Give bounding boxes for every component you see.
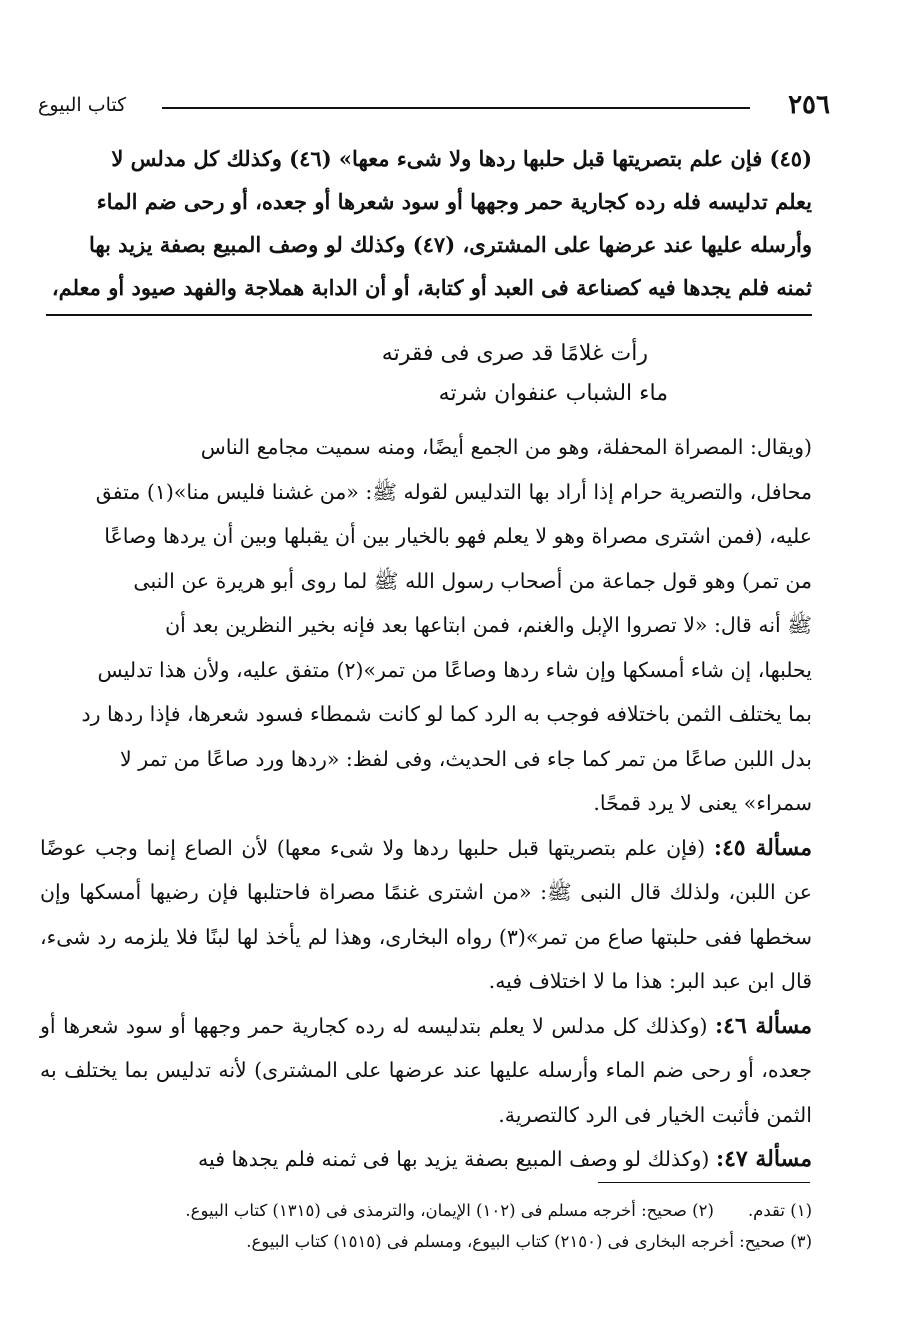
masala-label: مسألة ٤٦: xyxy=(715,1012,812,1039)
masala-label: مسألة ٤٧: xyxy=(715,1146,812,1172)
footnote-row xyxy=(100,1226,812,1257)
commentary-line: عليه، (فمن اشترى مصراة وهو لا يعلم فهو بالخيار بين أن يقبلها وبين أن يردها وصاعًا xyxy=(104,524,812,548)
commentary-line: سمراء» يعنى لا يرد قمحًا. xyxy=(593,791,812,815)
commentary-line: يحلبها، إن شاء أمسكها وإن شاء ردها وصاعًا من تمر»(٢) متفق عليه، ولأن هذا تدليس xyxy=(97,657,812,682)
masala-47 xyxy=(40,1137,812,1182)
footnote-row xyxy=(100,1195,812,1226)
footnote-3: (٣) صحيح: أخرجه البخارى فى (٢١٥٠) كتاب البيوع، ومسلم فى (١٥١٥) كتاب البيوع. xyxy=(246,1232,812,1251)
commentary-line: (ويقال: المصراة المحفلة، وهو من الجمع أيضًا، ومنه سميت مجامع الناس xyxy=(200,435,812,459)
masala-text: (فإن علم بتصريتها قبل حلبها ردها ولا شىء معها) لأن الصاع إنما وجب عوضًا عن اللبن، ولذلك قال النبى ﷺ: «من اشترى غنمًا مصراة فاحتلبها فإن رضيها أمسكها وإن سخطها ففى حلبتها صاع من تمر»(٣) رواه البخارى، وهذا لم يأخذ لها لبنًا فلا يلزمه رد شىء، قال ابن عبد البر: هذا ما لا اختلاف فيه. xyxy=(40,835,813,993)
commentary-text xyxy=(40,425,812,1182)
masala-46 xyxy=(40,1004,812,1138)
matn-line: (٤٥) فإن علم بتصريتها قبل حلبها ردها ولا شىء معها» (٤٦) وكذلك كل مدلس لا xyxy=(111,146,812,171)
footnote-2: (٢) صحيح: أخرجه مسلم فى (١٠٢) الإيمان، والترمذى فى (١٣١٥) كتاب البيوع. xyxy=(185,1201,714,1220)
masala-text: (وكذلك كل مدلس لا يعلم بتدليسه له رده كجارية حمر وجهها أو سود شعرها أو جعده، أو رحى ضم الماء وأرسله عليها عند عرضها على المشترى) لأنه تدليس بما يختلف به الثمن فأثبت الخيار فى الرد كالتصرية. xyxy=(40,1013,812,1127)
footnote-divider xyxy=(598,1182,810,1183)
verse-line: رأت غلامًا قد صرى فى فقرته xyxy=(381,341,648,366)
matn-line: وأرسله عليها عند عرضها على المشترى، (٤٧) وكذلك لو وصف المبيع بصفة يزيد بها xyxy=(88,232,812,257)
masala-label: مسألة ٤٥: xyxy=(713,834,812,861)
page-header xyxy=(38,90,830,124)
commentary-line: ﷺ أنه قال: «لا تصروا الإبل والغنم، فمن ابتاعها بعد فإنه بخير النظرين بعد أن xyxy=(165,613,812,637)
matn-line: ثمنه فلم يجدها فيه كصناعة فى العبد أو كتابة، أو أن الدابة هملاجة والفهد صيود أو معلم، xyxy=(51,275,812,300)
footnotes xyxy=(100,1195,812,1257)
masala-45 xyxy=(40,826,812,1004)
running-title: كتاب البيوع xyxy=(38,94,127,116)
header-rule xyxy=(162,107,750,109)
verse-line: ماء الشباب عنفوان شرته xyxy=(438,381,668,406)
commentary-line: بدل اللبن صاعًا من تمر كما جاء فى الحديث، وفى لفظ: «ردها ورد صاعًا من تمر لا xyxy=(119,746,812,771)
matn-text xyxy=(40,137,812,309)
page-number: ٢٥٦ xyxy=(788,90,830,120)
footnote-1: (١) تقدم. xyxy=(747,1201,812,1220)
matn-divider xyxy=(46,314,812,316)
commentary-line: محافل، والتصرية حرام إذا أراد بها التدليس لقوله ﷺ: «من غشنا فليس منا»(١) متفق xyxy=(95,479,812,504)
commentary-line: بما يختلف الثمن باختلافه فوجب به الرد كما لو كانت شمطاء فسود شعرها، فإذا ردها رد xyxy=(81,702,812,726)
masala-text: (وكذلك لو وصف المبيع بصفة يزيد بها فى ثمنه فلم يجدها فيه xyxy=(198,1147,710,1171)
matn-line: يعلم تدليسه فله رده كجارية حمر وجهها أو سود شعرها أو جعده، أو رحى ضم الماء xyxy=(96,189,812,214)
commentary-line: من تمر) وهو قول جماعة من أصحاب رسول الله ﷺ لما روى أبو هريرة عن النبى xyxy=(133,568,812,593)
